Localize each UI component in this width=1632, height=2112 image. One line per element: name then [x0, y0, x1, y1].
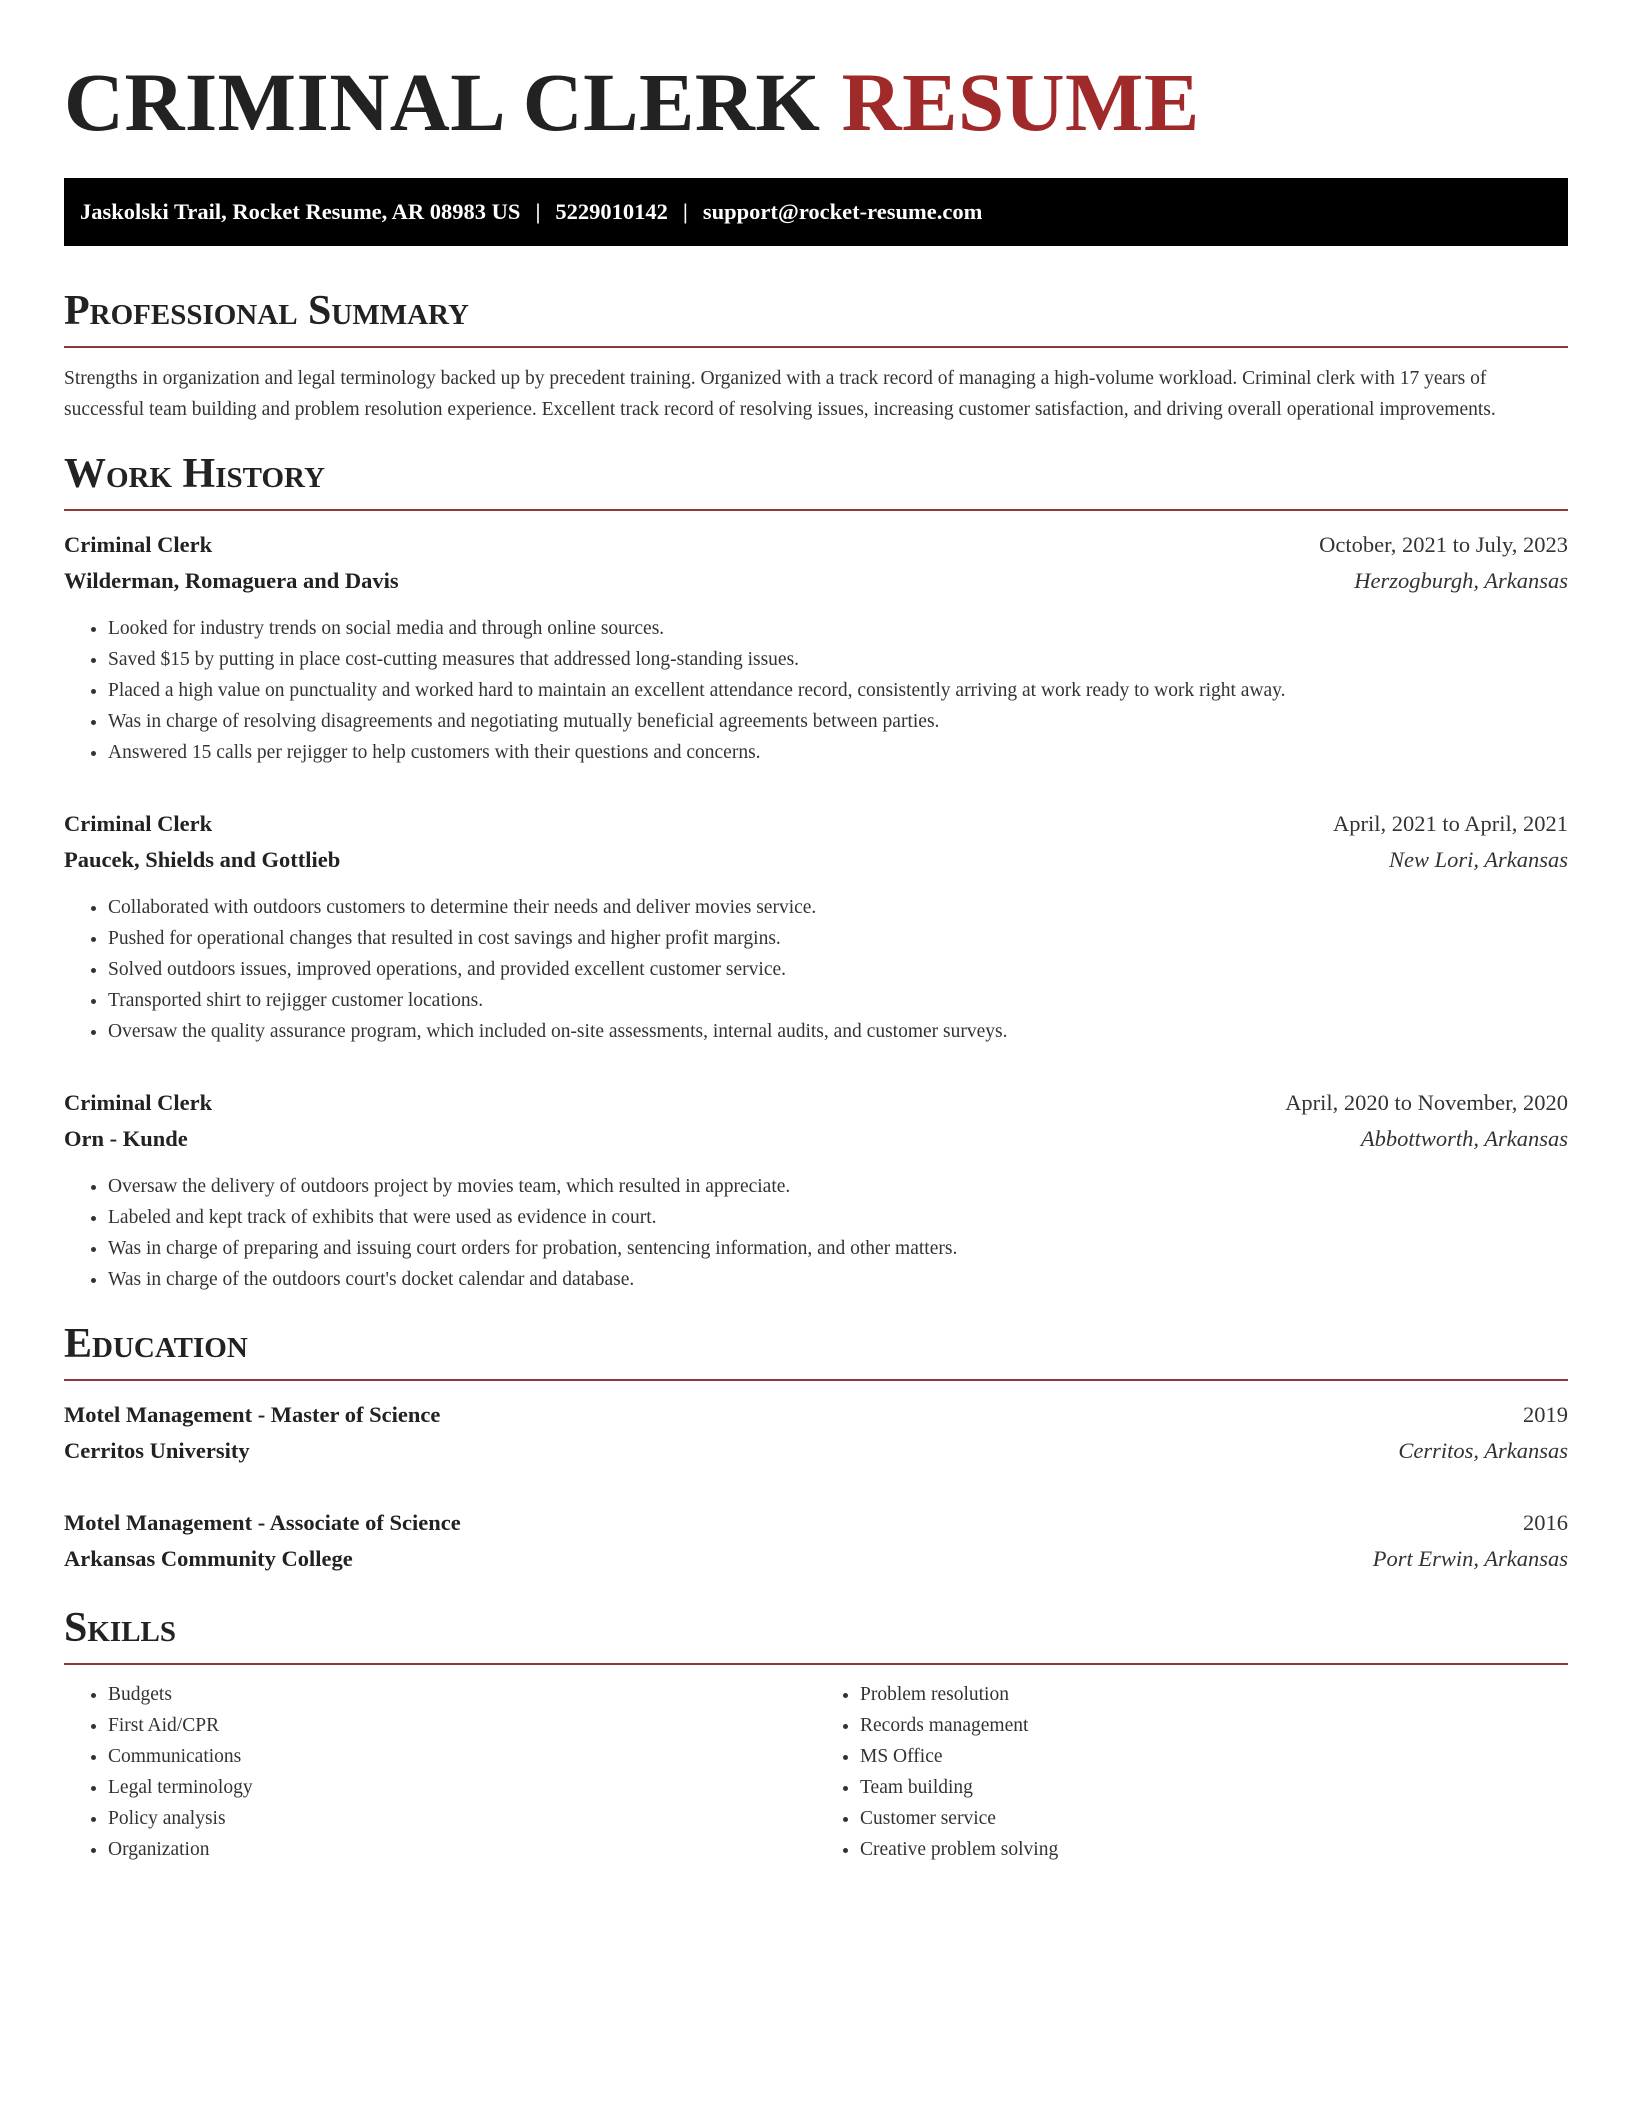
job-company-row — [64, 842, 1568, 878]
skill-item: • Budgets — [108, 1679, 816, 1710]
job-title-row — [64, 1085, 1568, 1121]
skills-list-left — [64, 1679, 816, 1865]
contact-bar — [64, 178, 1568, 246]
skills-heading: Skills — [64, 1605, 1568, 1665]
summary-heading: Professional Summary — [64, 288, 1568, 348]
skills-section — [64, 1605, 1568, 1865]
title-accent: RESUME — [841, 56, 1200, 148]
skill-item: • Problem resolution — [860, 1679, 1568, 1710]
job-bullet: • Placed a high value on punctuality and worked hard to maintain an excellent attendance record, consistently arriving at work ready to work right away. — [108, 675, 1568, 706]
school-location: Port Erwin, Arkansas — [1372, 1546, 1568, 1571]
job-entry — [64, 806, 1568, 1047]
contact-email: support@rocket-resume.com — [702, 199, 983, 224]
skill-item: • Team building — [860, 1772, 1568, 1803]
summary-text: Strengths in organization and legal terminology backed up by precedent training. Organized with a track record of managing a high-volume workload. Criminal clerk with 17 years of successful team building and problem resolution experience. Excellent track record of resolving issues, increasing customer satisfaction, and driving overall operational improvements. — [64, 368, 1496, 420]
skill-item: • Legal terminology — [108, 1772, 816, 1803]
job-bullet: • Solved outdoors issues, improved operations, and provided excellent customer service. — [108, 954, 1568, 985]
job-title: Criminal Clerk — [64, 811, 213, 836]
title-main: CRIMINAL CLERK — [64, 56, 821, 148]
school-row — [64, 1433, 1568, 1469]
job-entry — [64, 527, 1568, 768]
education-heading: Education — [64, 1321, 1568, 1381]
resume-title — [64, 52, 1568, 152]
job-bullets — [64, 892, 1568, 1047]
job-bullets — [64, 613, 1568, 768]
school-row — [64, 1541, 1568, 1577]
job-bullet: • Was in charge of the outdoors court's docket calendar and database. — [108, 1264, 1568, 1295]
job-title: Criminal Clerk — [64, 1090, 213, 1115]
job-entry — [64, 1085, 1568, 1295]
contact-separator: | — [682, 199, 688, 224]
job-bullet: • Oversaw the quality assurance program, which included on-site assessments, internal audits, and customer surveys. — [108, 1016, 1568, 1047]
job-bullet: • Looked for industry trends on social media and through online sources. — [108, 613, 1568, 644]
job-title-row — [64, 806, 1568, 842]
job-bullet: • Was in charge of preparing and issuing court orders for probation, sentencing information, and other matters. — [108, 1233, 1568, 1264]
degree-year: 2019 — [1523, 1402, 1568, 1427]
degree-year: 2016 — [1523, 1510, 1568, 1535]
job-bullets — [64, 1171, 1568, 1295]
skill-item: • MS Office — [860, 1741, 1568, 1772]
work-history-heading: Work History — [64, 451, 1568, 511]
job-bullet: • Was in charge of resolving disagreements and negotiating mutually beneficial agreements between parties. — [108, 706, 1568, 737]
job-location: Herzogburgh, Arkansas — [1354, 568, 1568, 593]
skills-list-right — [816, 1679, 1568, 1865]
job-bullet: • Collaborated with outdoors customers to determine their needs and deliver movies service. — [108, 892, 1568, 923]
contact-separator: | — [535, 199, 541, 224]
degree-name: Motel Management - Associate of Science — [64, 1510, 461, 1535]
education-entry — [64, 1505, 1568, 1577]
job-location: Abbottworth, Arkansas — [1360, 1126, 1568, 1151]
job-bullet: • Saved $15 by putting in place cost-cutting measures that addressed long-standing issues. — [108, 644, 1568, 675]
education-entry — [64, 1397, 1568, 1469]
job-title-row — [64, 527, 1568, 563]
job-bullet: • Pushed for operational changes that resulted in cost savings and higher profit margins. — [108, 923, 1568, 954]
degree-name: Motel Management - Master of Science — [64, 1402, 441, 1427]
job-dates: April, 2021 to April, 2021 — [1333, 811, 1568, 836]
job-bullet: • Oversaw the delivery of outdoors project by movies team, which resulted in appreciate. — [108, 1171, 1568, 1202]
job-bullet: • Transported shirt to rejigger customer locations. — [108, 985, 1568, 1016]
degree-row — [64, 1505, 1568, 1541]
skill-item: • Policy analysis — [108, 1803, 816, 1834]
job-company: Orn - Kunde — [64, 1126, 188, 1151]
job-dates: April, 2020 to November, 2020 — [1285, 1090, 1568, 1115]
job-bullet: • Labeled and kept track of exhibits that were used as evidence in court. — [108, 1202, 1568, 1233]
job-dates: October, 2021 to July, 2023 — [1319, 532, 1568, 557]
job-company: Paucek, Shields and Gottlieb — [64, 847, 341, 872]
job-location: New Lori, Arkansas — [1389, 847, 1568, 872]
contact-phone: 5229010142 — [555, 199, 668, 224]
summary-section — [64, 288, 1568, 425]
degree-row — [64, 1397, 1568, 1433]
skill-item: • First Aid/CPR — [108, 1710, 816, 1741]
job-company-row — [64, 1121, 1568, 1157]
job-company: Wilderman, Romaguera and Davis — [64, 568, 399, 593]
skill-item: • Communications — [108, 1741, 816, 1772]
job-title: Criminal Clerk — [64, 532, 213, 557]
skill-item: • Organization — [108, 1834, 816, 1865]
skill-item: • Customer service — [860, 1803, 1568, 1834]
skill-item: • Records management — [860, 1710, 1568, 1741]
contact-address: Jaskolski Trail, Rocket Resume, AR 08983 US — [80, 199, 521, 224]
job-bullet: • Answered 15 calls per rejigger to help customers with their questions and concerns. — [108, 737, 1568, 768]
school-location: Cerritos, Arkansas — [1398, 1438, 1568, 1463]
school-name: Arkansas Community College — [64, 1546, 353, 1571]
skills-columns — [64, 1679, 1568, 1865]
education-section — [64, 1321, 1568, 1577]
skill-item: • Creative problem solving — [860, 1834, 1568, 1865]
school-name: Cerritos University — [64, 1438, 250, 1463]
job-company-row — [64, 563, 1568, 599]
work-history-section — [64, 451, 1568, 1295]
